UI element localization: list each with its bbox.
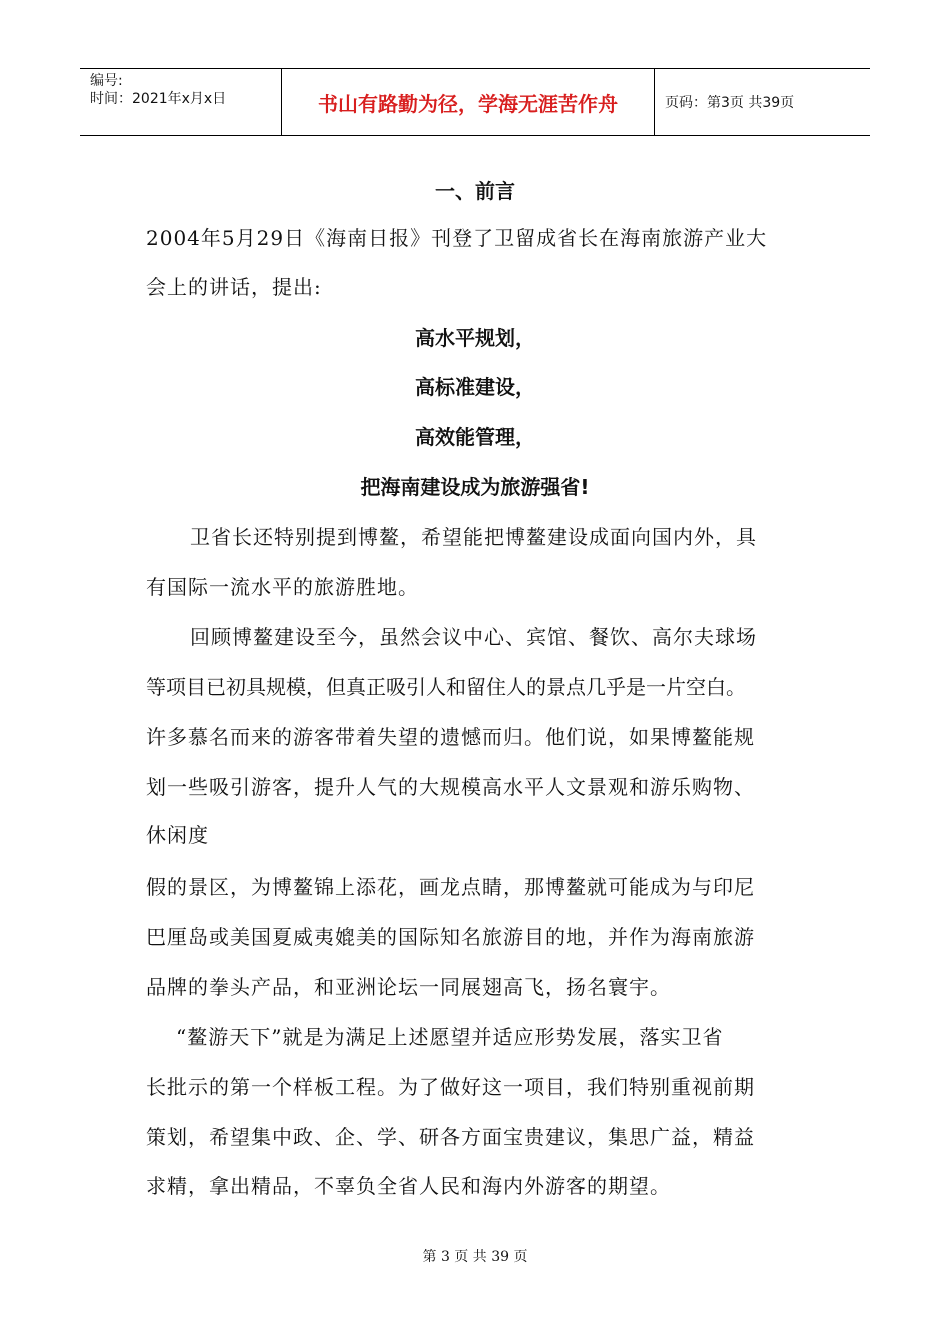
header-meta xyxy=(80,69,282,135)
document-time-label: 时间：2021年x月x日 xyxy=(90,91,227,107)
paragraph2-line-4: 划一些吸引游客，提升人气的大规模高水平人文景观和游乐购物、 xyxy=(146,775,755,799)
slogan-4: 把海南建设成为旅游强省! xyxy=(360,475,590,499)
paragraph2-line-8: 品牌的拳头产品，和亚洲论坛一同展翅高飞，扬名寰宇。 xyxy=(146,975,671,999)
document-number-label: 编号: xyxy=(90,73,123,89)
header-motto: 书山有路勤为径，学海无涯苦作舟 xyxy=(282,69,655,135)
paragraph2-line-5: 休闲度 xyxy=(146,823,209,847)
slogan-1: 高水平规划， xyxy=(415,326,535,350)
page-footer: 第 3 页 共 39 页 xyxy=(422,1249,528,1265)
section-title: 一、前言 xyxy=(435,179,515,203)
slogan-2: 高标准建设， xyxy=(415,375,535,399)
paragraph3-line-4: 求精，拿出精品，不辜负全省人民和海内外游客的期望。 xyxy=(146,1174,671,1198)
paragraph2-line-7: 巴厘岛或美国夏威夷媲美的国际知名旅游目的地，并作为海南旅游 xyxy=(146,925,755,949)
intro-line-2: 会上的讲话，提出: xyxy=(146,275,322,299)
paragraph2-line-6: 假的景区，为博鳌锦上添花，画龙点睛，那博鳌就可能成为与印尼 xyxy=(146,875,755,899)
page-header xyxy=(80,68,870,136)
slogan-3: 高效能管理， xyxy=(415,425,535,449)
paragraph1-line-2: 有国际一流水平的旅游胜地。 xyxy=(146,575,419,599)
paragraph3-line-2: 长批示的第一个样板工程。为了做好这一项目，我们特别重视前期 xyxy=(146,1075,755,1099)
paragraph3-line-1: “鳌游天下”就是为满足上述愿望并适应形势发展，落实卫省 xyxy=(176,1025,724,1049)
header-page-number: 页码：第3页 共39页 xyxy=(665,95,795,111)
paragraph1-line-1: 卫省长还特别提到博鳌，希望能把博鳌建设成面向国内外，具 xyxy=(190,525,757,549)
paragraph2-line-3: 许多慕名而来的游客带着失望的遗憾而归。他们说，如果博鳌能规 xyxy=(146,725,755,749)
intro-line-1: 2004年5月29日《海南日报》刊登了卫留成省长在海南旅游产业大 xyxy=(146,226,768,250)
paragraph3-line-3: 策划，希望集中政、企、学、研各方面宝贵建议，集思广益，精益 xyxy=(146,1125,755,1149)
paragraph2-line-2: 等项目已初具规模，但真正吸引人和留住人的景点几乎是一片空白。 xyxy=(146,675,746,699)
paragraph2-line-1: 回顾博鳌建设至今，虽然会议中心、宾馆、餐饮、高尔夫球场 xyxy=(190,625,757,649)
